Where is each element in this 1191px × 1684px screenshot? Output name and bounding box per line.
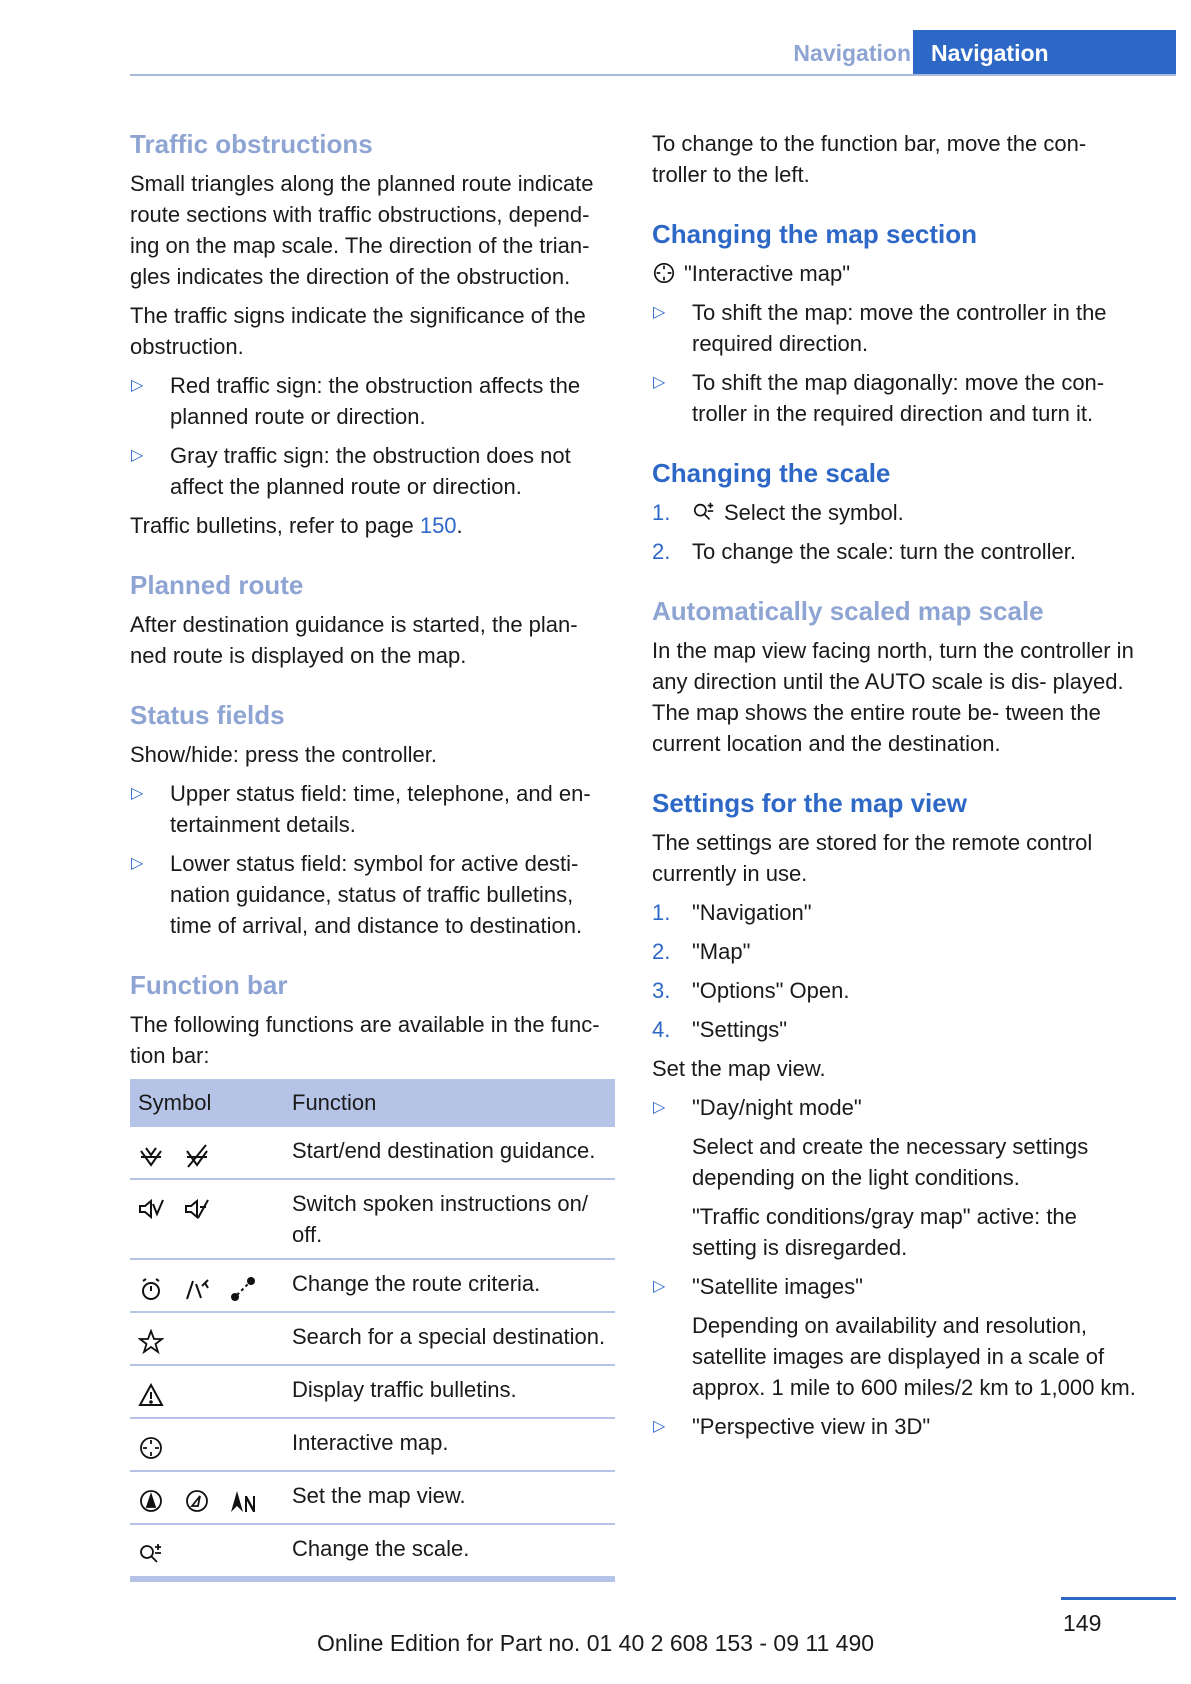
table-row [130, 1471, 615, 1524]
page-number-rule [1061, 1597, 1176, 1600]
speaker-off-icon [184, 1196, 210, 1222]
option-day-night: ▷ "Day/night mode" [652, 1092, 1140, 1123]
auto-scale-paragraph: In the map view facing north, turn the controller in any direction until the AUTO scale is dis‐ played. The map shows the entire route be‐ tween the current location and the destination. [652, 638, 1134, 756]
header-section-label: Navigation [793, 40, 911, 66]
status-bullet-lower: ▷ Lower status field: symbol for active desti‐ nation guidance, status of traffic bulletins, time of arrival, and distance to destination. [130, 848, 615, 941]
reference-end: . [456, 513, 463, 538]
function-cell: Search for a special destination. [284, 1312, 615, 1365]
settings-map-view-heading: Settings for the map view [652, 788, 967, 818]
traffic-bulletins-reference [130, 510, 615, 541]
traffic-paragraph-2: The traffic signs indicate the significance of the obstruction. [130, 303, 586, 359]
status-fields-heading: Status fields [130, 700, 285, 730]
symbol-cell [130, 1127, 284, 1179]
header-rule [130, 74, 1176, 76]
step-number: 3. [652, 978, 671, 1003]
settings-step [652, 936, 1140, 967]
function-bar-intro: To change to the function bar, move the con‐ troller to the left. [652, 131, 1087, 187]
reference-text: Traffic bulletins, refer to page [130, 513, 420, 538]
planned-route-paragraph: After destination guidance is started, the plan‐ ned route is displayed on the map. [130, 612, 578, 668]
table-row [130, 1365, 615, 1418]
map-north-icon [230, 1488, 256, 1514]
status-fields-paragraph: Show/hide: press the controller. [130, 742, 437, 767]
symbol-cell [130, 1312, 284, 1365]
table-row [130, 1127, 615, 1179]
step-number: 1. [652, 500, 671, 525]
table-row [130, 1179, 615, 1259]
changing-scale-heading: Changing the scale [652, 458, 891, 488]
function-bar-table [130, 1079, 615, 1582]
right-column [652, 128, 1140, 1442]
settings-step [652, 1014, 1140, 1045]
function-cell: Switch spoken instructions on/ off. [284, 1179, 615, 1259]
changing-map-section-heading: Changing the map section [652, 219, 978, 249]
day-night-description-2: "Traffic conditions/gray map" active: the setting is disregarded. [692, 1204, 1077, 1260]
symbol-cell [130, 1524, 284, 1579]
traffic-bullet-gray: ▷ Gray traffic sign: the obstruction does not affect the planned route or direction. [130, 440, 615, 502]
zoom-scale-icon [138, 1541, 164, 1567]
planned-route-heading: Planned route [130, 570, 304, 600]
step-number: 1. [652, 900, 671, 925]
zoom-scale-icon [692, 500, 716, 524]
auto-scale-heading: Automatically scaled map scale [652, 596, 1044, 626]
symbol-cell [130, 1179, 284, 1259]
step-number: 2. [652, 939, 671, 964]
column-header-symbol: Symbol [130, 1079, 284, 1127]
option-satellite: ▷ "Satellite images" [652, 1271, 1140, 1302]
step-text: "Options" Open. [692, 978, 850, 1003]
map-perspective-icon [184, 1488, 210, 1514]
step-text: Select the symbol. [724, 500, 904, 525]
guidance-end-icon [184, 1143, 210, 1169]
set-map-view-text: Set the map view. [652, 1056, 826, 1081]
guidance-start-icon [138, 1143, 164, 1169]
header-tab-label: Navigation [931, 40, 1049, 66]
scale-step [652, 497, 1140, 528]
function-cell: Set the map view. [284, 1471, 615, 1524]
interactive-map-menu-item [652, 258, 1140, 289]
column-header-function: Function [284, 1079, 615, 1127]
symbol-cell [130, 1259, 284, 1312]
symbol-cell [130, 1471, 284, 1524]
day-night-description-1: Select and create the necessary settings depending on the light conditions. [692, 1134, 1089, 1190]
step-text: "Map" [692, 939, 751, 964]
symbol-cell [130, 1365, 284, 1418]
settings-paragraph: The settings are stored for the remote control currently in use. [652, 830, 1093, 886]
satellite-description: Depending on availability and resolution, satellite images are displayed in a scale of approx. 1 mile to 600 miles/2 km to 1,000 km. [692, 1313, 1136, 1400]
table-row [130, 1418, 615, 1471]
traffic-bullet-red: ▷ Red traffic sign: the obstruction affects the planned route or direction. [130, 370, 615, 432]
optimized-route-icon [184, 1276, 210, 1302]
table-row [130, 1259, 615, 1312]
function-cell: Interactive map. [284, 1418, 615, 1471]
traffic-paragraph-1: Small triangles along the planned route indicate route sections with traffic obstructions, depend‐ ing on the map scale. The direction of the trian‐ gles indicates the direction of the obstruction. [130, 171, 594, 289]
table-row [130, 1524, 615, 1579]
traffic-warning-icon [138, 1382, 164, 1408]
fast-route-icon [138, 1276, 164, 1302]
left-column [130, 128, 615, 1582]
step-text: "Navigation" [692, 900, 812, 925]
settings-step [652, 975, 1140, 1006]
map-section-bullet-shift: ▷ To shift the map: move the controller in the required direction. [652, 297, 1140, 359]
step-text: "Settings" [692, 1017, 788, 1042]
traffic-obstructions-heading: Traffic obstructions [130, 129, 373, 159]
footer-edition: Online Edition for Part no. 01 40 2 608 153 - 09 11 490 [316, 1630, 875, 1656]
settings-step [652, 897, 1140, 928]
table-header-row [130, 1079, 615, 1127]
header-tab [913, 30, 1176, 76]
function-cell: Start/end destination guidance. [284, 1127, 615, 1179]
function-cell: Display traffic bulletins. [284, 1365, 615, 1418]
map-direction-of-travel-icon [138, 1488, 164, 1514]
page-link-150[interactable]: 150 [419, 513, 457, 538]
symbol-cell [130, 1418, 284, 1471]
interactive-map-icon [652, 261, 676, 285]
table-row [130, 1312, 615, 1365]
speaker-on-icon [138, 1196, 164, 1222]
page-number: 149 [1063, 1610, 1102, 1636]
status-bullet-upper: ▷ Upper status field: time, telephone, and en‐ tertainment details. [130, 778, 615, 840]
short-route-icon [230, 1276, 256, 1302]
step-text: To change the scale: turn the controller. [692, 539, 1077, 564]
function-cell: Change the scale. [284, 1524, 615, 1579]
function-bar-paragraph: The following functions are available in the func‐ tion bar: [130, 1012, 600, 1068]
interactive-map-label: "Interactive map" [684, 261, 851, 286]
function-cell: Change the route criteria. [284, 1259, 615, 1312]
step-number: 2. [652, 539, 671, 564]
scale-step [652, 536, 1140, 567]
interactive-map-icon [138, 1435, 164, 1461]
map-section-bullet-diagonal: ▷ To shift the map diagonally: move the con‐ troller in the required direction and turn it. [652, 367, 1140, 429]
step-number: 4. [652, 1017, 671, 1042]
option-perspective-3d: ▷ "Perspective view in 3D" [652, 1411, 1140, 1442]
function-bar-heading: Function bar [130, 970, 288, 1000]
special-destination-icon [138, 1329, 164, 1355]
